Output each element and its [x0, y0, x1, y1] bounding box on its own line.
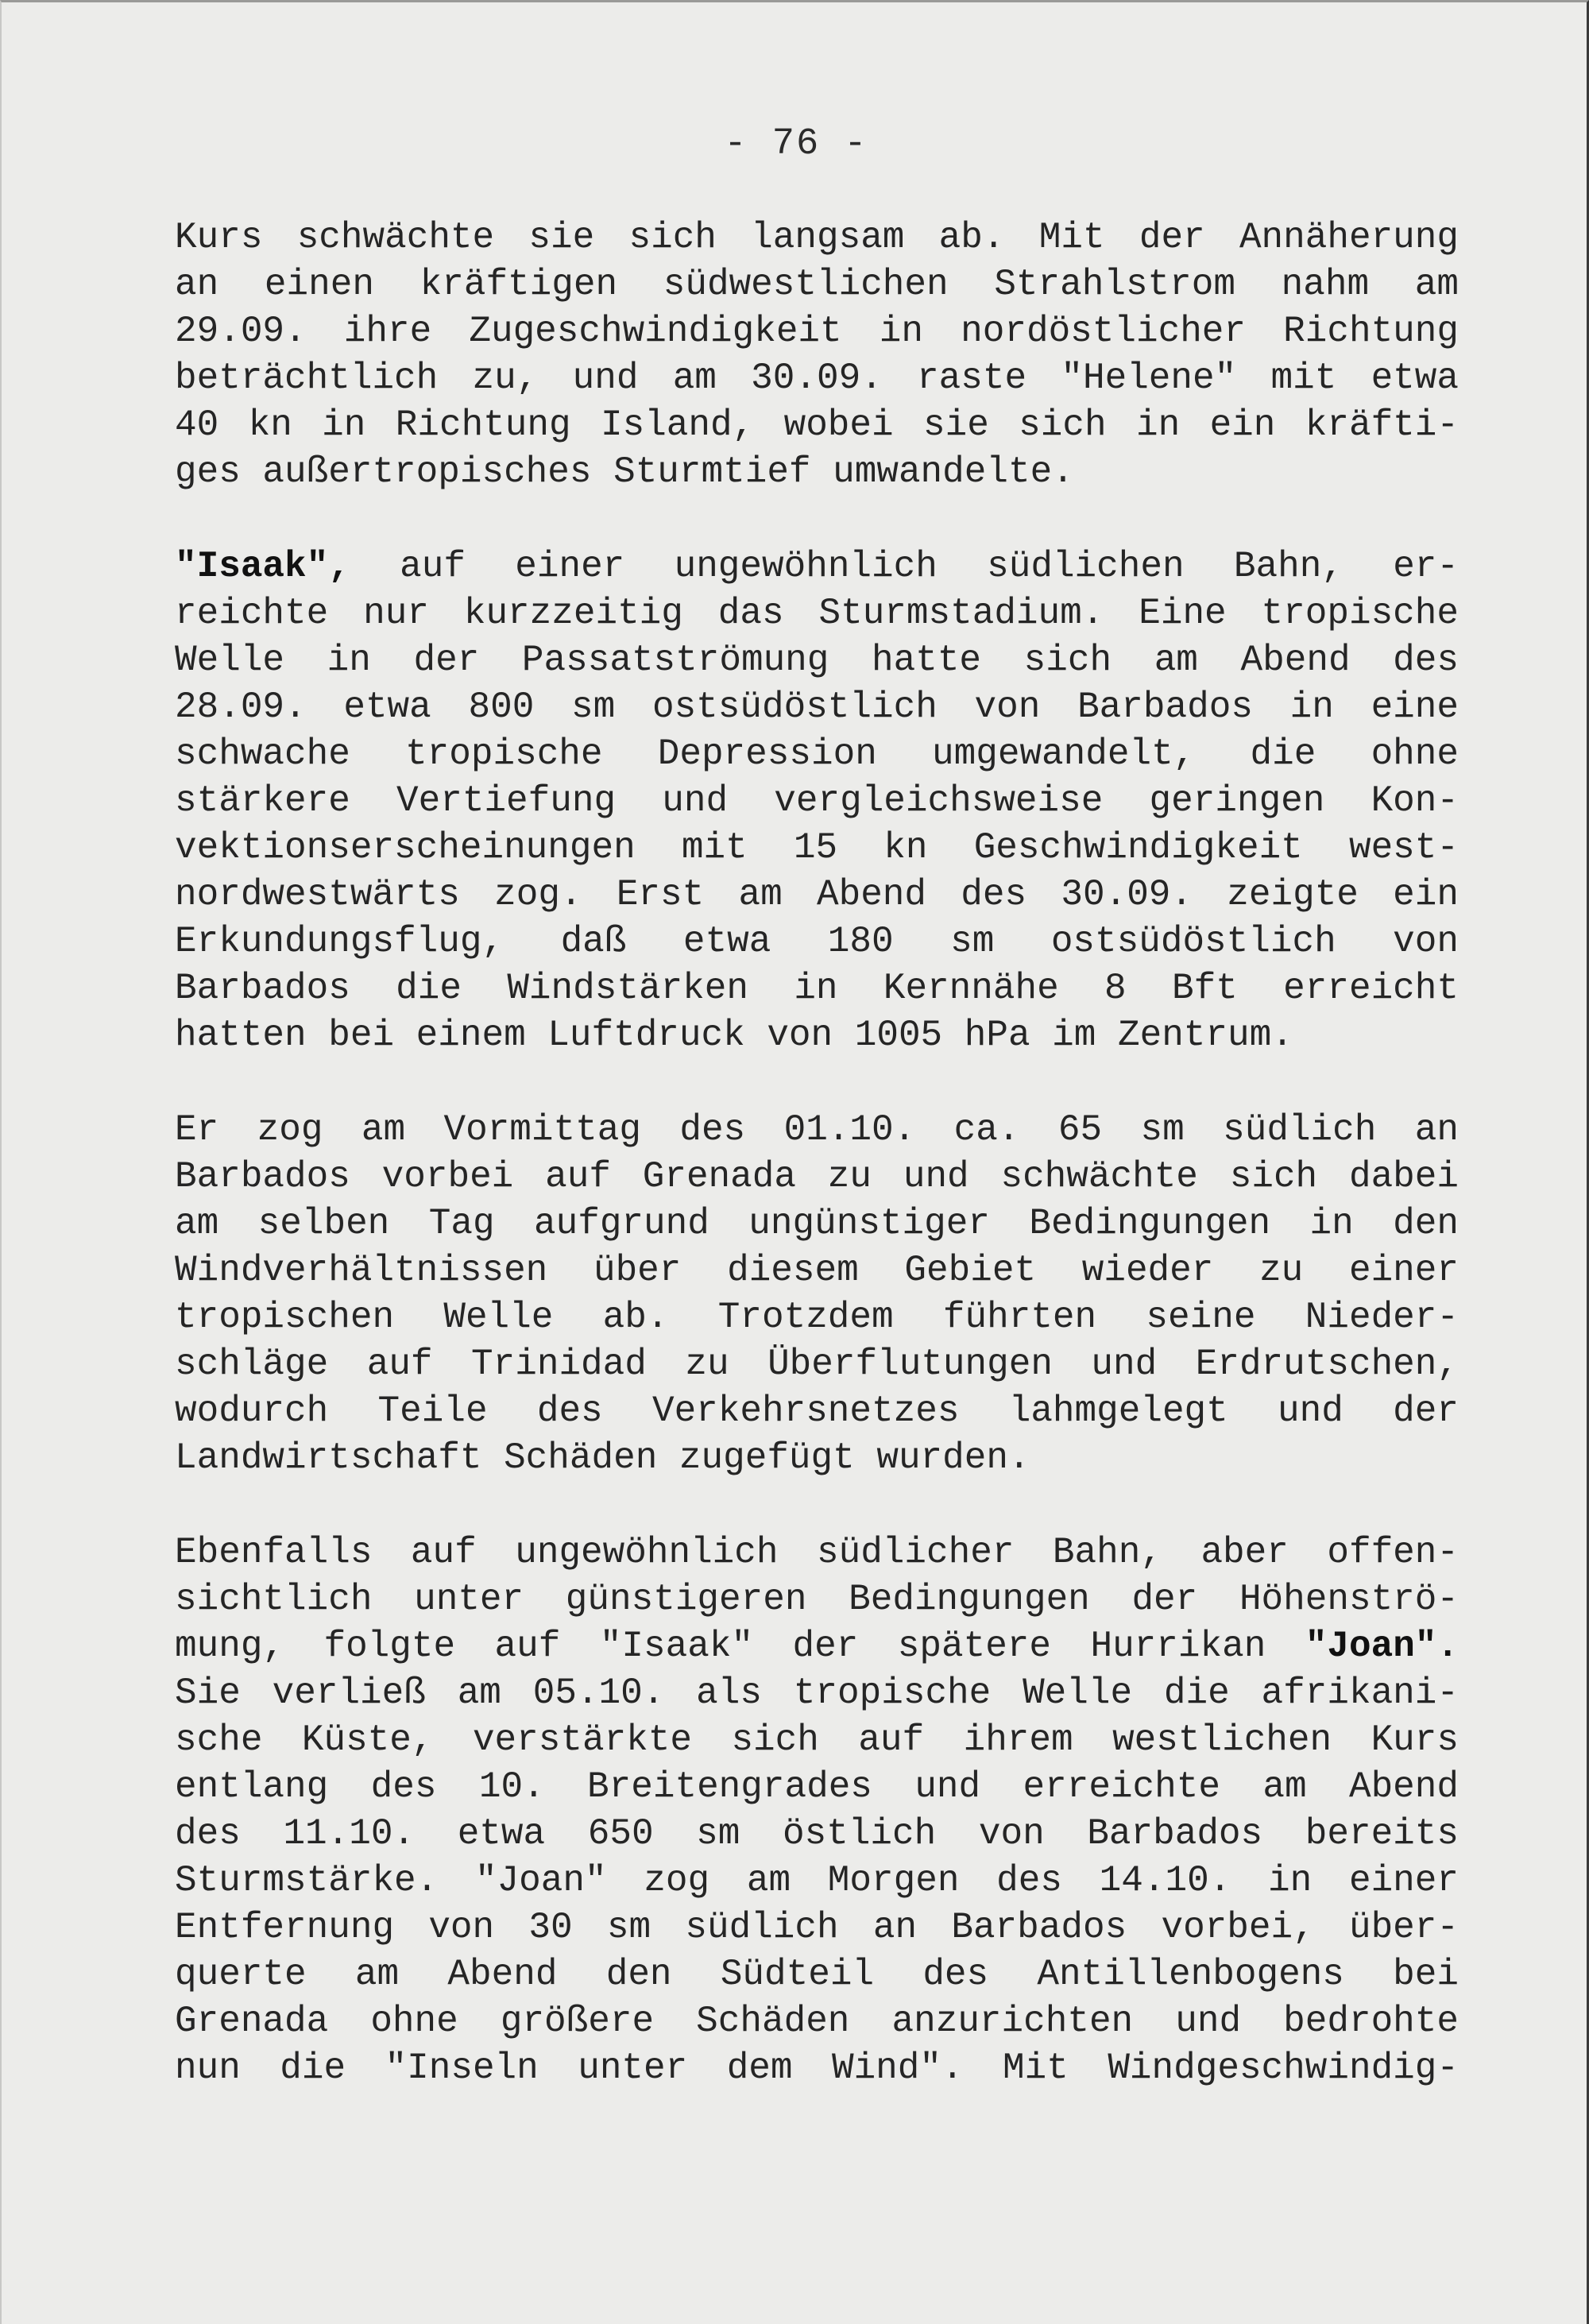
- storm-name-isaak: "Isaak",: [175, 546, 350, 587]
- text-segment: auf einer ungewöhnlich südlichen Bahn, er-: [400, 546, 1459, 587]
- text-line: [175, 543, 1459, 590]
- text-line: querte am Abend den Südteil des Antillenbogens bei: [175, 1954, 1459, 1995]
- text-line: Landwirtschaft Schäden zugefügt wurden.: [175, 1437, 1030, 1479]
- text-line: Windverhältnissen über diesem Gebiet wieder zu einer: [175, 1250, 1459, 1291]
- text-line: Ebenfalls auf ungewöhnlich südlicher Bahn, aber offen-: [175, 1532, 1459, 1573]
- text-line: Grenada ohne größere Schäden anzurichten und bedrohte: [175, 2001, 1459, 2042]
- storm-name-joan: "Joan".: [1305, 1626, 1459, 1667]
- text-line: hatten bei einem Luftdruck von 1005 hPa im Zentrum.: [175, 1015, 1293, 1056]
- text-line: Er zog am Vormittag des 01.10. ca. 65 sm südlich an: [175, 1109, 1459, 1150]
- text-line: 28.09. etwa 800 sm ostsüdöstlich von Barbados in eine: [175, 686, 1459, 728]
- text-line: des 11.10. etwa 650 sm östlich von Barbados bereits: [175, 1813, 1459, 1854]
- text-line: ges außertropisches Sturmtief umwandelte.: [175, 451, 1074, 493]
- text-line: [175, 1622, 1459, 1670]
- text-line: schläge auf Trinidad zu Überflutungen und Erdrutschen,: [175, 1344, 1459, 1385]
- text-line: beträchtlich zu, und am 30.09. raste "Helene" mit etwa: [175, 358, 1459, 399]
- text-line: sichtlich unter günstigeren Bedingungen der Höhenströ-: [175, 1579, 1459, 1620]
- text-segment: mung, folgte auf "Isaak" der spätere Hurrikan: [175, 1626, 1266, 1667]
- text-line: 29.09. ihre Zugeschwindigkeit in nordöstlicher Richtung: [175, 311, 1459, 352]
- text-line: nun die "Inseln unter dem Wind". Mit Windgeschwindig-: [175, 2048, 1459, 2089]
- text-line: reichte nur kurzzeitig das Sturmstadium. Eine tropische: [175, 593, 1459, 634]
- text-line: wodurch Teile des Verkehrsnetzes lahmgelegt und der: [175, 1390, 1459, 1432]
- text-line: stärkere Vertiefung und vergleichsweise geringen Kon-: [175, 780, 1459, 822]
- text-line: schwache tropische Depression umgewandelt, die ohne: [175, 733, 1459, 775]
- text-line: Barbados vorbei auf Grenada zu und schwächte sich dabei: [175, 1156, 1459, 1197]
- text-line: am selben Tag aufgrund ungünstiger Bedingungen in den: [175, 1203, 1459, 1244]
- text-line: nordwestwärts zog. Erst am Abend des 30.09. zeigte ein: [175, 874, 1459, 915]
- text-line: Erkundungsflug, daß etwa 180 sm ostsüdöstlich von: [175, 921, 1459, 962]
- text-line: Barbados die Windstärken in Kernnähe 8 Bft erreicht: [175, 968, 1459, 1009]
- text-line: 40 kn in Richtung Island, wobei sie sich in ein kräfti-: [175, 404, 1459, 446]
- text-line: Sturmstärke. "Joan" zog am Morgen des 14.10. in einer: [175, 1860, 1459, 1901]
- text-line: Sie verließ am 05.10. als tropische Welle die afrikani-: [175, 1672, 1459, 1714]
- text-line: an einen kräftigen südwestlichen Strahlstrom nahm am: [175, 264, 1459, 305]
- text-line: tropischen Welle ab. Trotzdem führten seine Nieder-: [175, 1297, 1459, 1338]
- text-line: Kurs schwächte sie sich langsam ab. Mit der Annäherung: [175, 217, 1459, 258]
- page-number: - 76 -: [724, 123, 868, 165]
- text-line: sche Küste, verstärkte sich auf ihrem westlichen Kurs: [175, 1719, 1459, 1761]
- text-line: Welle in der Passatströmung hatte sich am Abend des: [175, 640, 1459, 681]
- text-line: vektionserscheinungen mit 15 kn Geschwindigkeit west-: [175, 827, 1459, 868]
- text-line: Entfernung von 30 sm südlich an Barbados vorbei, über-: [175, 1907, 1459, 1948]
- text-line: entlang des 10. Breitengrades und erreichte am Abend: [175, 1766, 1459, 1808]
